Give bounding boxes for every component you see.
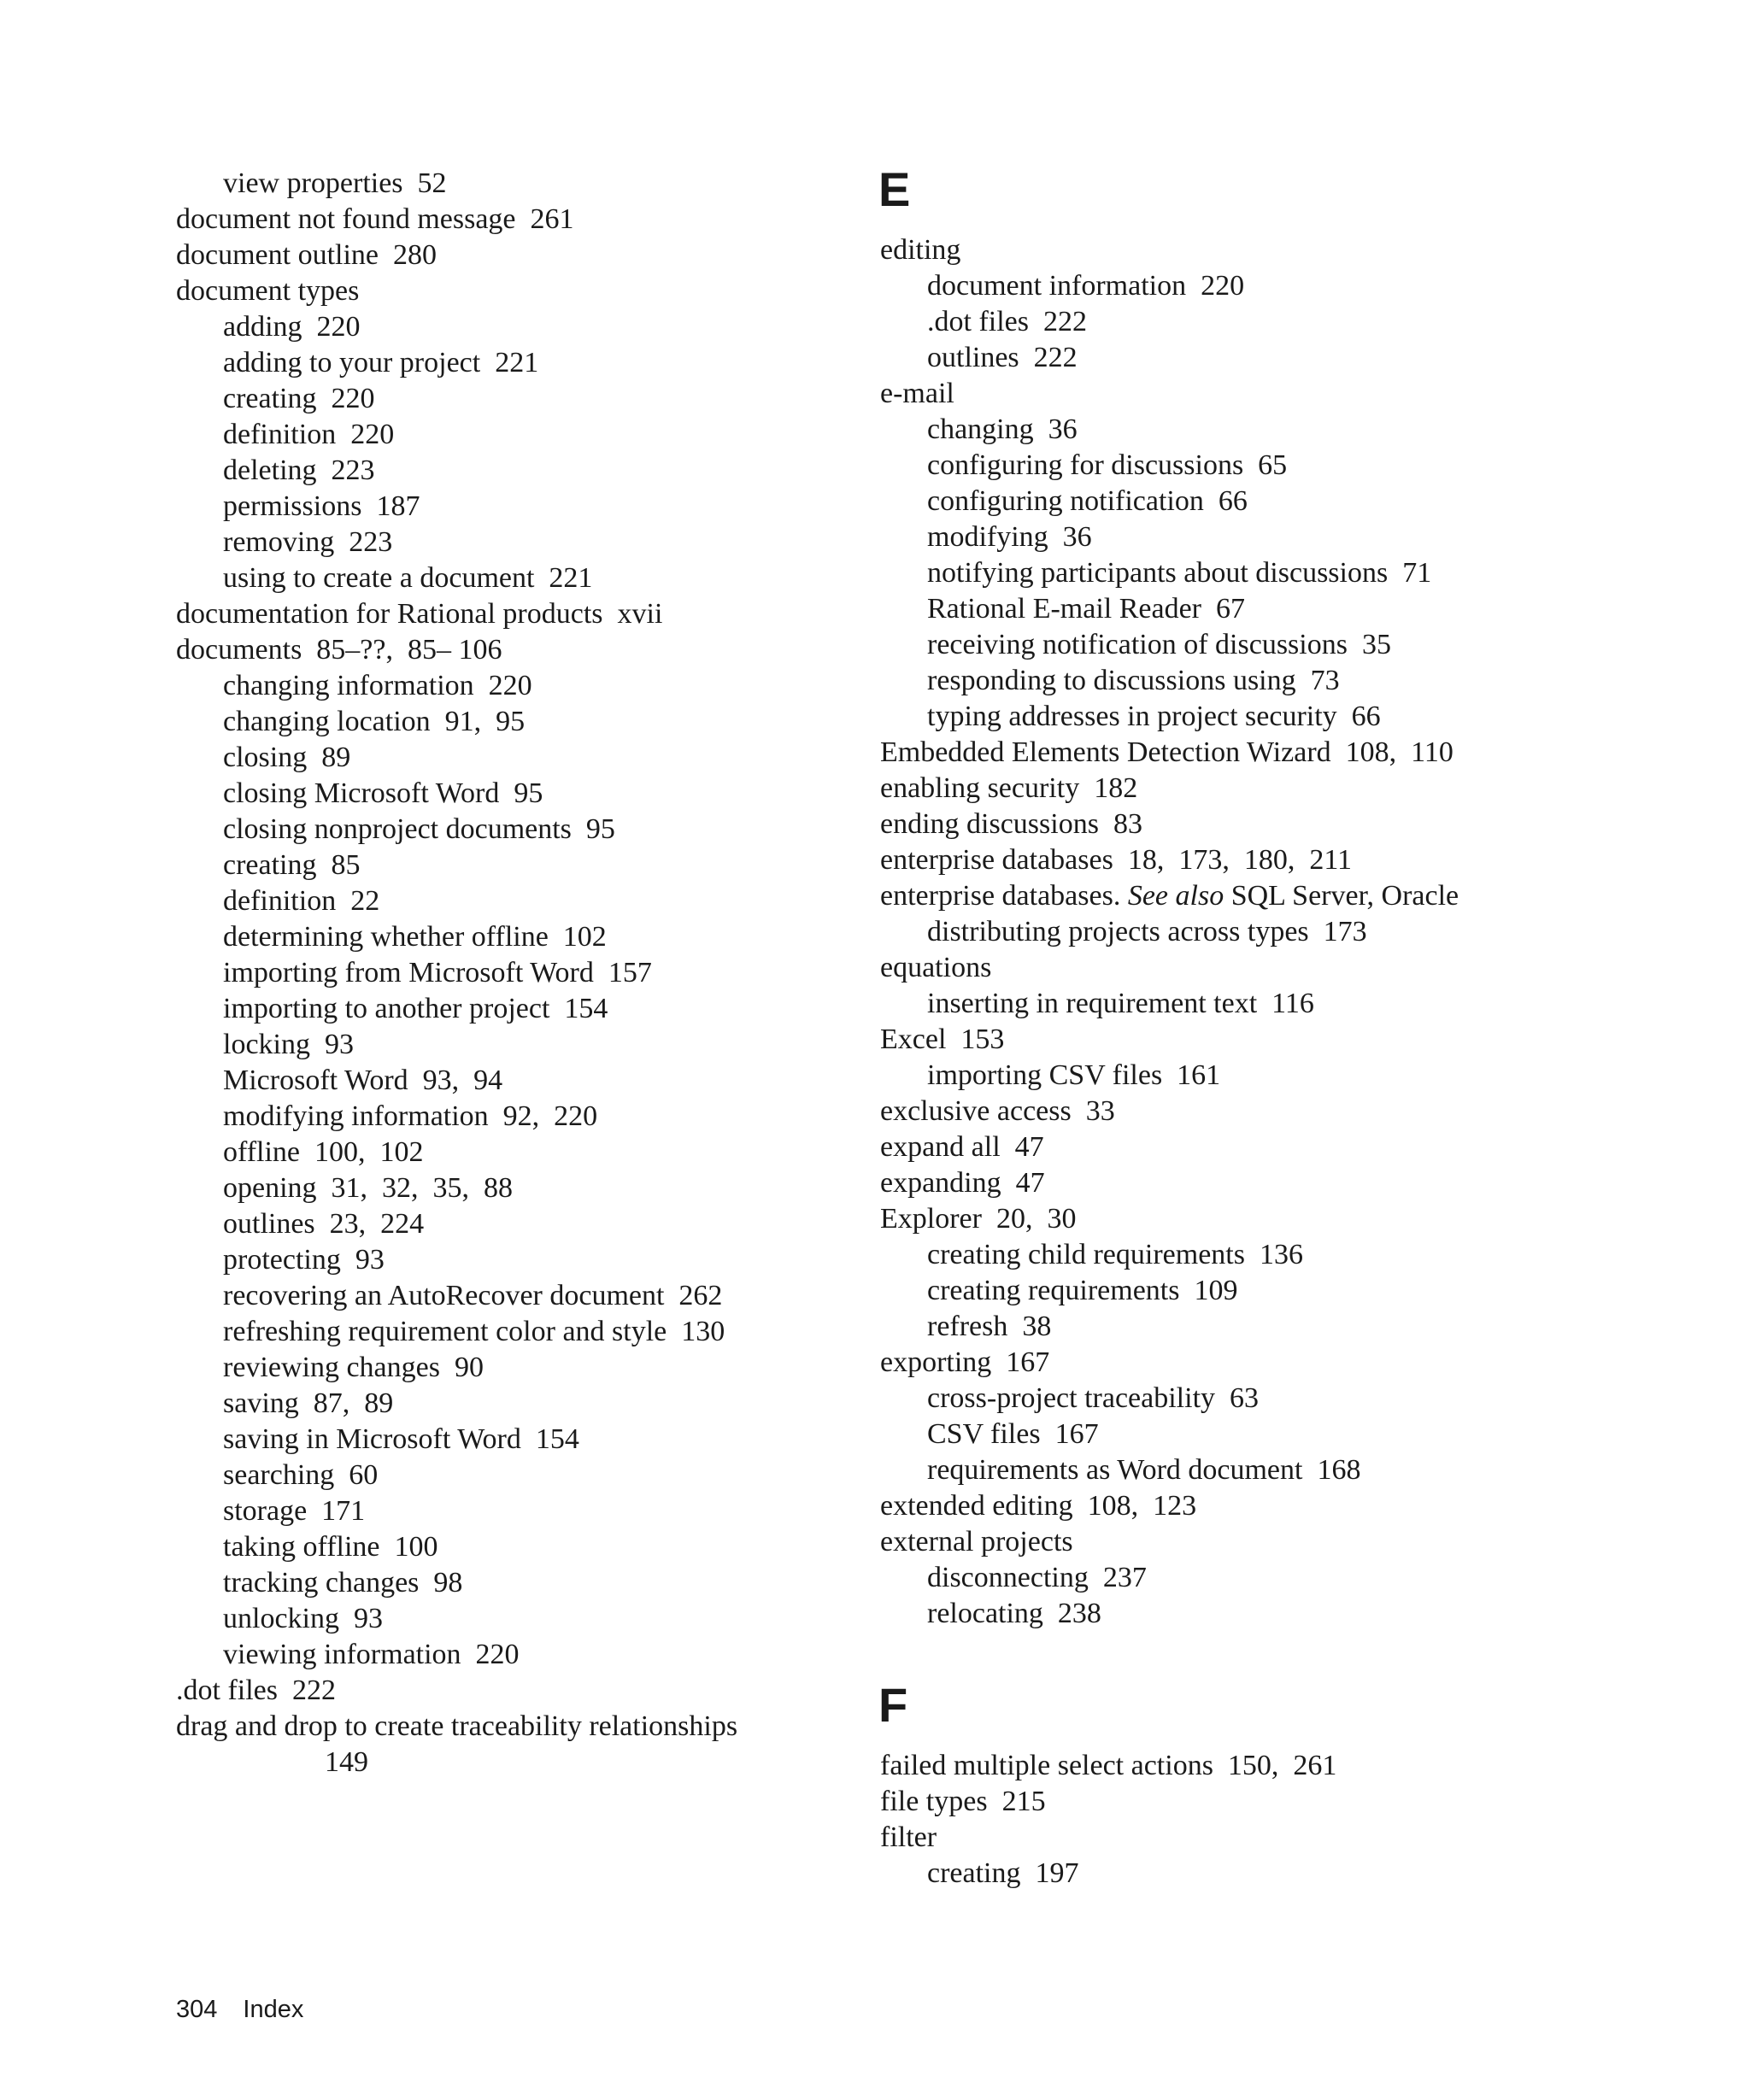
index-subentry: creating 85 xyxy=(223,849,361,881)
index-subentry: refreshing requirement color and style 130 xyxy=(223,1316,725,1347)
index-entry: Embedded Elements Detection Wizard 108, 110 xyxy=(880,736,1453,768)
index-subentry: adding 220 xyxy=(223,311,361,343)
index-entry: ending discussions 83 xyxy=(880,808,1142,840)
see-also-text: See also xyxy=(1127,880,1224,912)
section-letter-e: E xyxy=(878,162,911,216)
index-subentry: reviewing changes 90 xyxy=(223,1352,484,1383)
index-entry: external projects xyxy=(880,1526,1073,1557)
index-entry: exclusive access 33 xyxy=(880,1095,1115,1127)
index-entry: failed multiple select actions 150, 261 xyxy=(880,1750,1337,1781)
index-subentry: responding to discussions using 73 xyxy=(927,665,1340,696)
index-subentry: closing 89 xyxy=(223,742,351,773)
index-subentry: configuring notification 66 xyxy=(927,485,1248,517)
index-subentry: taking offline 100 xyxy=(223,1531,438,1563)
index-subentry: requirements as Word document 168 xyxy=(927,1454,1361,1486)
index-entry: document not found message 261 xyxy=(176,203,574,235)
page-number: 304 xyxy=(176,1996,218,2023)
index-subentry: CSV files 167 xyxy=(927,1418,1099,1450)
entry-cross-reference: SQL Server, Oracle xyxy=(1224,880,1459,912)
index-entry: editing xyxy=(880,234,961,266)
index-entry: document types xyxy=(176,275,360,307)
index-entries-f xyxy=(880,1748,1564,1892)
index-entry: document outline 280 xyxy=(176,239,438,271)
index-subentry: offline 100, 102 xyxy=(223,1136,424,1168)
index-subentry: receiving notification of discussions 35 xyxy=(927,629,1391,660)
index-entry: documentation for Rational products xvii xyxy=(176,598,663,630)
index-entry: drag and drop to create traceability relationships xyxy=(176,1710,738,1742)
index-subentry: closing nonproject documents 95 xyxy=(223,813,615,845)
index-subentry: Rational E-mail Reader 67 xyxy=(927,593,1245,625)
index-subentry: importing from Microsoft Word 157 xyxy=(223,957,652,988)
index-subentry: protecting 93 xyxy=(223,1244,385,1276)
index-subentry: permissions 187 xyxy=(223,490,420,522)
index-subentry: tracking changes 98 xyxy=(223,1567,463,1598)
index-subentry: viewing information 220 xyxy=(223,1639,520,1670)
index-subentry: adding to your project 221 xyxy=(223,347,539,378)
index-subentry: saving in Microsoft Word 154 xyxy=(223,1423,579,1455)
entry-text: enterprise databases. xyxy=(880,880,1128,912)
index-subentry: importing to another project 154 xyxy=(223,993,608,1024)
index-subentry: determining whether offline 102 xyxy=(223,921,607,953)
index-column-left xyxy=(176,166,843,1780)
index-subentry: changing 36 xyxy=(927,414,1078,445)
index-subentry: creating 220 xyxy=(223,383,375,414)
index-subentry: Microsoft Word 93, 94 xyxy=(223,1065,503,1096)
index-entry: .dot files 222 xyxy=(176,1675,336,1706)
index-subentry: closing Microsoft Word 95 xyxy=(223,777,543,809)
index-entry xyxy=(880,878,1564,914)
index-entry: file types 215 xyxy=(880,1786,1046,1817)
index-subentry: deleting 223 xyxy=(223,455,375,486)
index-subentry: distributing projects across types 173 xyxy=(927,916,1367,947)
index-subentry: document information 220 xyxy=(927,270,1245,302)
index-entry: expanding 47 xyxy=(880,1167,1045,1199)
index-entry: extended editing 108, 123 xyxy=(880,1490,1197,1522)
index-entry: filter xyxy=(880,1821,937,1853)
index-entry: Excel 153 xyxy=(880,1024,1005,1055)
index-entry: documents 85–??, 85– 106 xyxy=(176,634,502,666)
index-subentry: creating child requirements 136 xyxy=(927,1239,1303,1270)
index-subentry: searching 60 xyxy=(223,1459,379,1491)
index-entry: enterprise databases 18, 173, 180, 211 xyxy=(880,844,1353,876)
index-subentry: changing location 91, 95 xyxy=(223,706,526,737)
index-subentry: .dot files 222 xyxy=(927,306,1087,337)
index-subentry: removing 223 xyxy=(223,526,393,558)
index-subentry: relocating 238 xyxy=(927,1598,1101,1629)
index-subentry: outlines 23, 224 xyxy=(223,1208,425,1240)
index-subentry: recovering an AutoRecover document 262 xyxy=(223,1280,723,1311)
index-subentry: storage 171 xyxy=(223,1495,366,1527)
page-footer xyxy=(176,1994,303,2025)
index-entry: e-mail xyxy=(880,378,954,409)
index-subentry: creating requirements 109 xyxy=(927,1275,1238,1306)
index-entry: Explorer 20, 30 xyxy=(880,1203,1077,1235)
index-subentry: saving 87, 89 xyxy=(223,1387,394,1419)
index-column-right xyxy=(878,162,1564,1892)
index-subentry: modifying information 92, 220 xyxy=(223,1100,598,1132)
index-subentry: typing addresses in project security 66 xyxy=(927,701,1381,732)
index-subentry: inserting in requirement text 116 xyxy=(927,988,1314,1019)
index-subentry: 149 xyxy=(325,1746,368,1778)
index-subentry: opening 31, 32, 35, 88 xyxy=(223,1172,514,1204)
index-subentry: definition 220 xyxy=(223,419,395,450)
index-subentry: outlines 222 xyxy=(927,342,1078,373)
index-subentry: locking 93 xyxy=(223,1029,354,1060)
index-subentry: creating 197 xyxy=(927,1857,1079,1889)
index-entry: expand all 47 xyxy=(880,1131,1044,1163)
index-subentry: changing information 220 xyxy=(223,670,532,701)
index-entry: equations xyxy=(880,952,992,983)
index-subentry: cross-project traceability 63 xyxy=(927,1382,1260,1414)
footer-section-title: Index xyxy=(243,1996,304,2023)
index-subentry: notifying participants about discussions 71 xyxy=(927,557,1432,589)
index-subentry: refresh 38 xyxy=(927,1311,1052,1342)
index-subentry: using to create a document 221 xyxy=(223,562,593,594)
index-entry: exporting 167 xyxy=(880,1346,1050,1378)
index-subentry: modifying 36 xyxy=(927,521,1092,553)
index-subentry: definition 22 xyxy=(223,885,380,917)
index-subentry: disconnecting 237 xyxy=(927,1562,1147,1593)
index-subentry: configuring for discussions 65 xyxy=(927,449,1288,481)
index-entry: enabling security 182 xyxy=(880,772,1138,804)
index-subentry: unlocking 93 xyxy=(223,1603,383,1634)
index-subentry: importing CSV files 161 xyxy=(927,1059,1221,1091)
index-entries-e xyxy=(880,232,1564,1632)
index-subentry: view properties 52 xyxy=(223,167,447,199)
section-letter-f: F xyxy=(878,1678,908,1732)
